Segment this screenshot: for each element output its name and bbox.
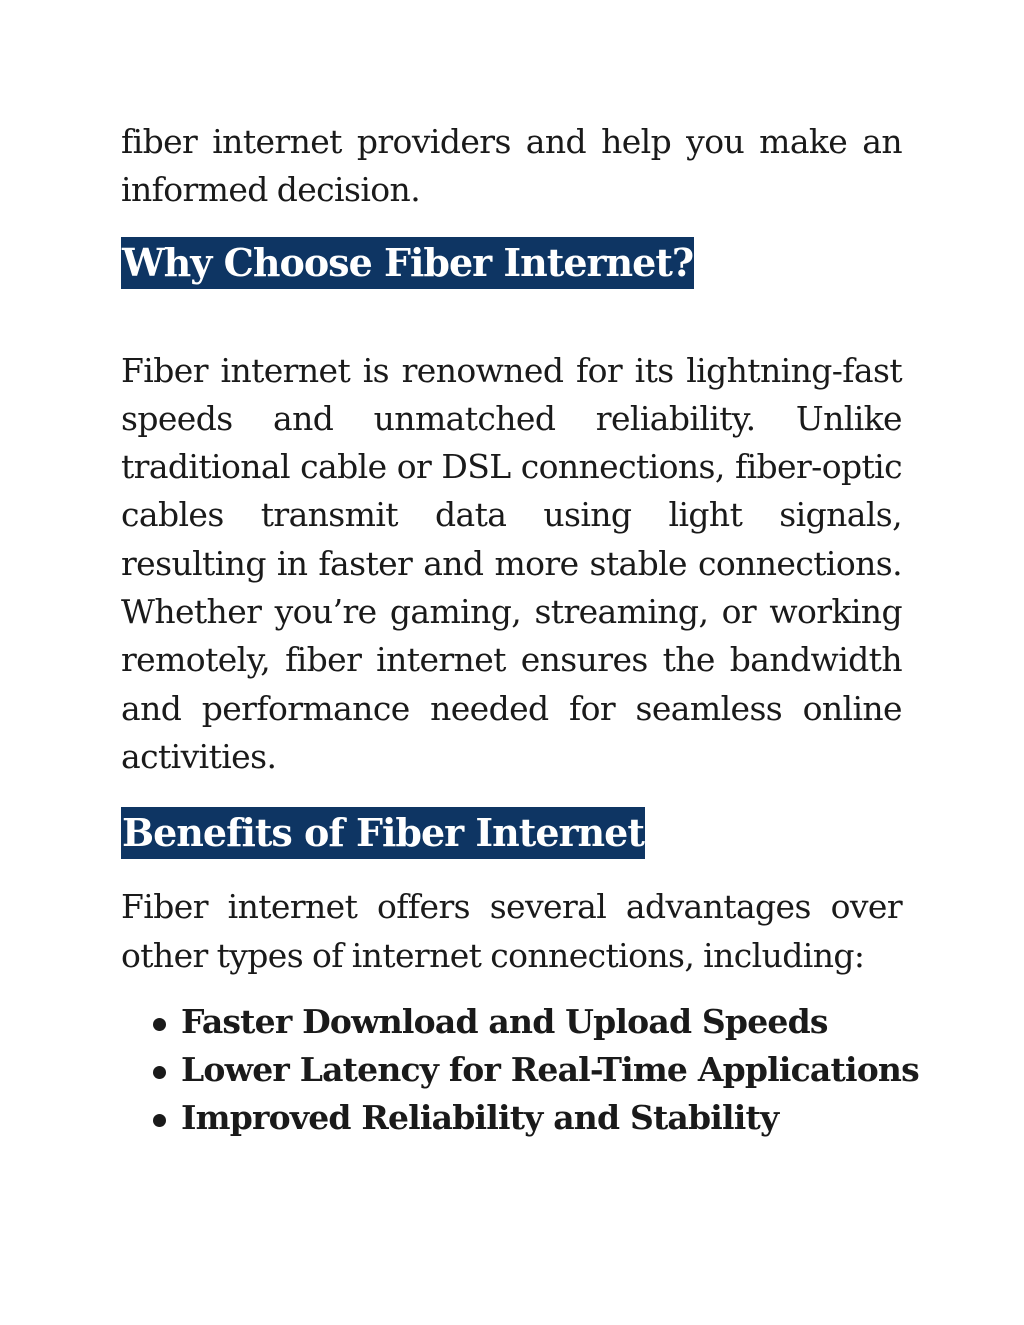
- list-item-label: Lower Latency for Real-Time Applications: [181, 1050, 919, 1090]
- benefits-list: [121, 998, 919, 1143]
- section-heading-benefits: Benefits of Fiber Internet: [121, 807, 645, 859]
- bullet-icon: [153, 1066, 166, 1079]
- list-item: [151, 1094, 902, 1142]
- section-heading-wrapper: [121, 237, 902, 289]
- bullet-icon: [153, 1018, 166, 1031]
- intro-paragraph: fiber internet providers and help you make an informed decision.: [121, 122, 902, 210]
- bullet-icon: [153, 1114, 166, 1127]
- list-item-label: Improved Reliability and Stability: [181, 1098, 779, 1138]
- benefits-paragraph: Fiber internet offers several advantages over other types of internet connections, including:: [121, 887, 902, 975]
- section-heading-wrapper: [121, 807, 902, 859]
- list-item: [151, 998, 902, 1046]
- section-heading-why-choose: Why Choose Fiber Internet?: [121, 237, 694, 289]
- why-choose-paragraph: Fiber internet is renowned for its lightning-fast speeds and unmatched reliability. Unlike traditional cable or DSL connections, fiber-optic cables transmit data using light signals, resulting in faster and more stable connections. Whether you’re gaming, streaming, or working remotely, fiber internet ensures the bandwidth and performance needed for seamless online activities.: [121, 350, 902, 776]
- document-page: [121, 118, 919, 1143]
- list-item-label: Faster Download and Upload Speeds: [181, 1001, 828, 1041]
- list-item: [151, 1046, 919, 1094]
